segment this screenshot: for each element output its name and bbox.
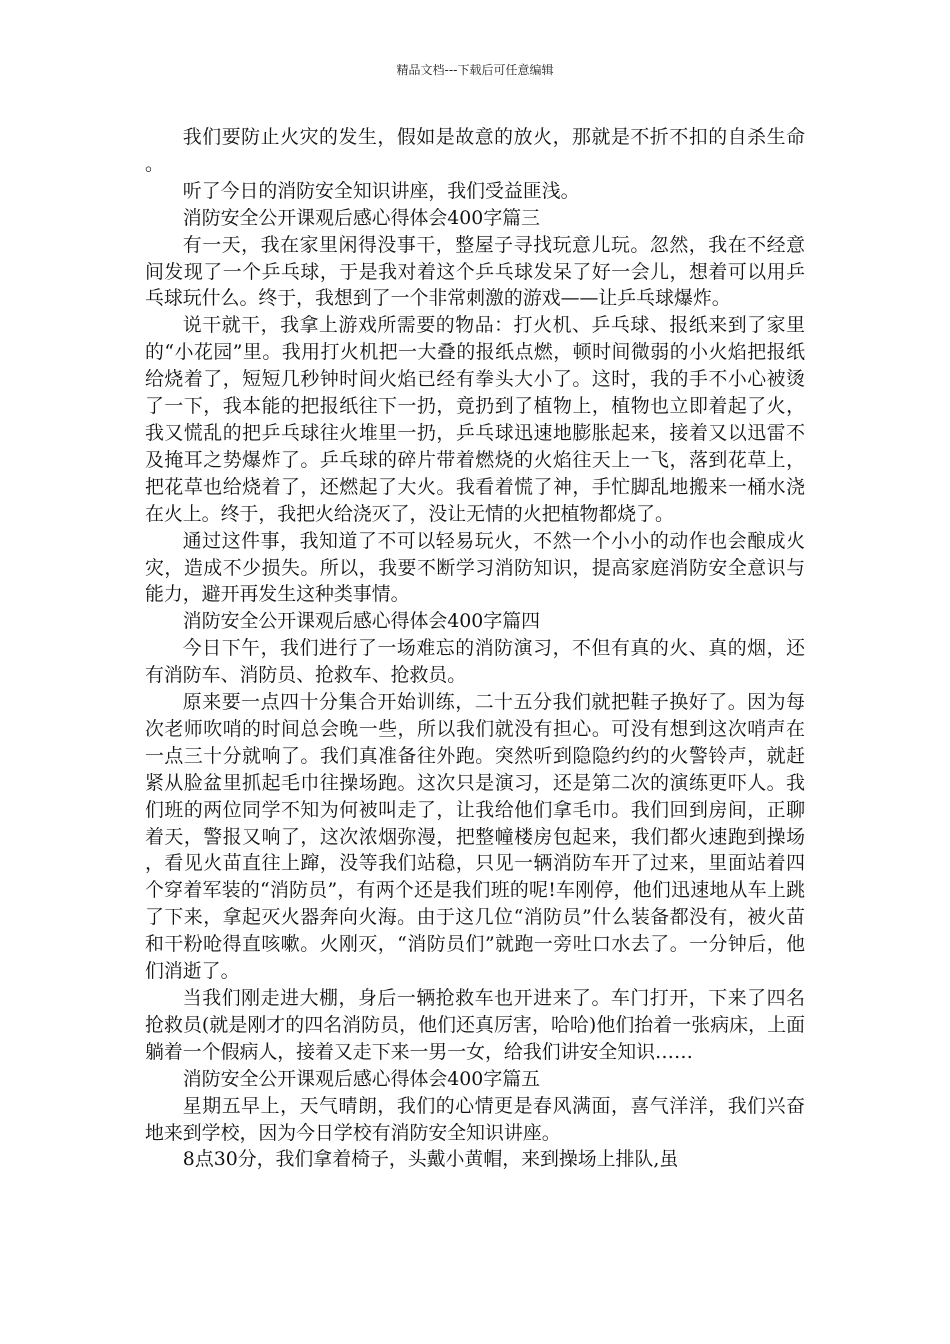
section-heading: 消防安全公开课观后感心得体会400字篇五 [182,1067,540,1090]
page-header: 精品文档---下载后可任意编辑 [396,63,554,77]
paragraph: 今日下午，我们进行了一场难忘的消防演习，不但有真的火、真的烟，还有消防车、消防员、抢救车、抢救员。 [145,637,805,687]
section-heading: 消防安全公开课观后感心得体会400字篇四 [182,610,540,633]
paragraph: 当我们刚走进大棚，身后一辆抢救车也开进来了。车门打开，下来了四名抢救员(就是刚才的四名消防员，他们还真厉害，哈哈)他们抬着一张病床，上面躺着一个假病人，接着又走下来一男一女，给我们讲安全知识…… [145,987,805,1063]
paragraph: 有一天，我在家里闲得没事干，整屋子寻找玩意儿玩。忽然，我在不经意间发现了一个乒乓球，于是我对着这个乒乓球发呆了好一会儿，想着可以用乒乓球玩什么。终于，我想到了一个非常刺激的游戏——让乒乓球爆炸。 [145,233,805,310]
paragraph: 原来要一点四十分集合开始训练，二十五分我们就把鞋子换好了。因为每次老师吹哨的时间总会晚一些，所以我们就没有担心。可没有想到这次哨声在一点三十分就响了。我们真准备往外跑。突然听到隐隐约约的火警铃声，就赶紧从脸盆里抓起毛巾往操场跑。这次只是演习，还是第二次的演练更吓人。我们班的两位同学不知为何被叫走了，让我给他们拿毛巾。我们回到房间，正聊着天，警报又响了，这次浓烟弥漫，把整幢楼房包起来，我们都火速跑到操场，看见火苗直往上蹿，没等我们站稳，只见一辆消防车开了过来，里面站着四个穿着军装的“消防员”，有两个还是我们班的呢!车刚停，他们迅速地从车上跳了下来，拿起灭火器奔向火海。由于这几位“消防员”什么装备都没有，被火苗和干粉呛得直咳嗽。火刚灭，“消防员们”就跑一旁吐口水去了。一分钟后，他们消逝了。 [145,691,805,983]
paragraph: 听了今日的消防安全知识讲座，我们受益匪浅。 [182,179,580,202]
paragraph: 通过这件事，我知道了不可以轻易玩火，不然一个小小的动作也会酿成火灾，造成不少损失。所以，我要不断学习消防知识，提高家庭消防安全意识与能力，避开再发生这种类事情。 [145,529,805,606]
paragraph: 星期五早上，天气晴朗，我们的心情更是春风满面，喜气洋洋，我们兴奋地来到学校，因为今日学校有消防安全知识讲座。 [145,1094,805,1144]
paragraph: 我们要防止火灾的发生，假如是故意的放火，那就是不折不扣的自杀生命。 [145,126,805,175]
paragraph: 说干就干，我拿上游戏所需要的物品：打火机、乒乓球、报纸来到了家里的“小花园”里。我用打火机把一大叠的报纸点燃，顿时间微弱的小火焰把报纸给烧着了，短短几秒钟时间火焰已经有拳头大小了。这时，我的手不小心被烫了一下，我本能的把报纸往下一扔，竟扔到了植物上，植物也立即着起了火，我又慌乱的把乒乓球往火堆里一扔，乒乓球迅速地膨胀起来，接着又以迅雷不及掩耳之势爆炸了。乒乓球的碎片带着燃烧的火焰往天上一飞，落到花草上，把花草也给烧着了，还燃起了大火。我看着慌了神，手忙脚乱地搬来一桶水浇在火上。终于，我把火给浇灭了，没让无情的火把植物都烧了。 [145,314,805,525]
section-heading: 消防安全公开课观后感心得体会400字篇三 [182,206,540,229]
paragraph: 8点30分，我们拿着椅子，头戴小黄帽，来到操场上排队,虽 [182,1148,679,1171]
document-body [145,124,805,1173]
